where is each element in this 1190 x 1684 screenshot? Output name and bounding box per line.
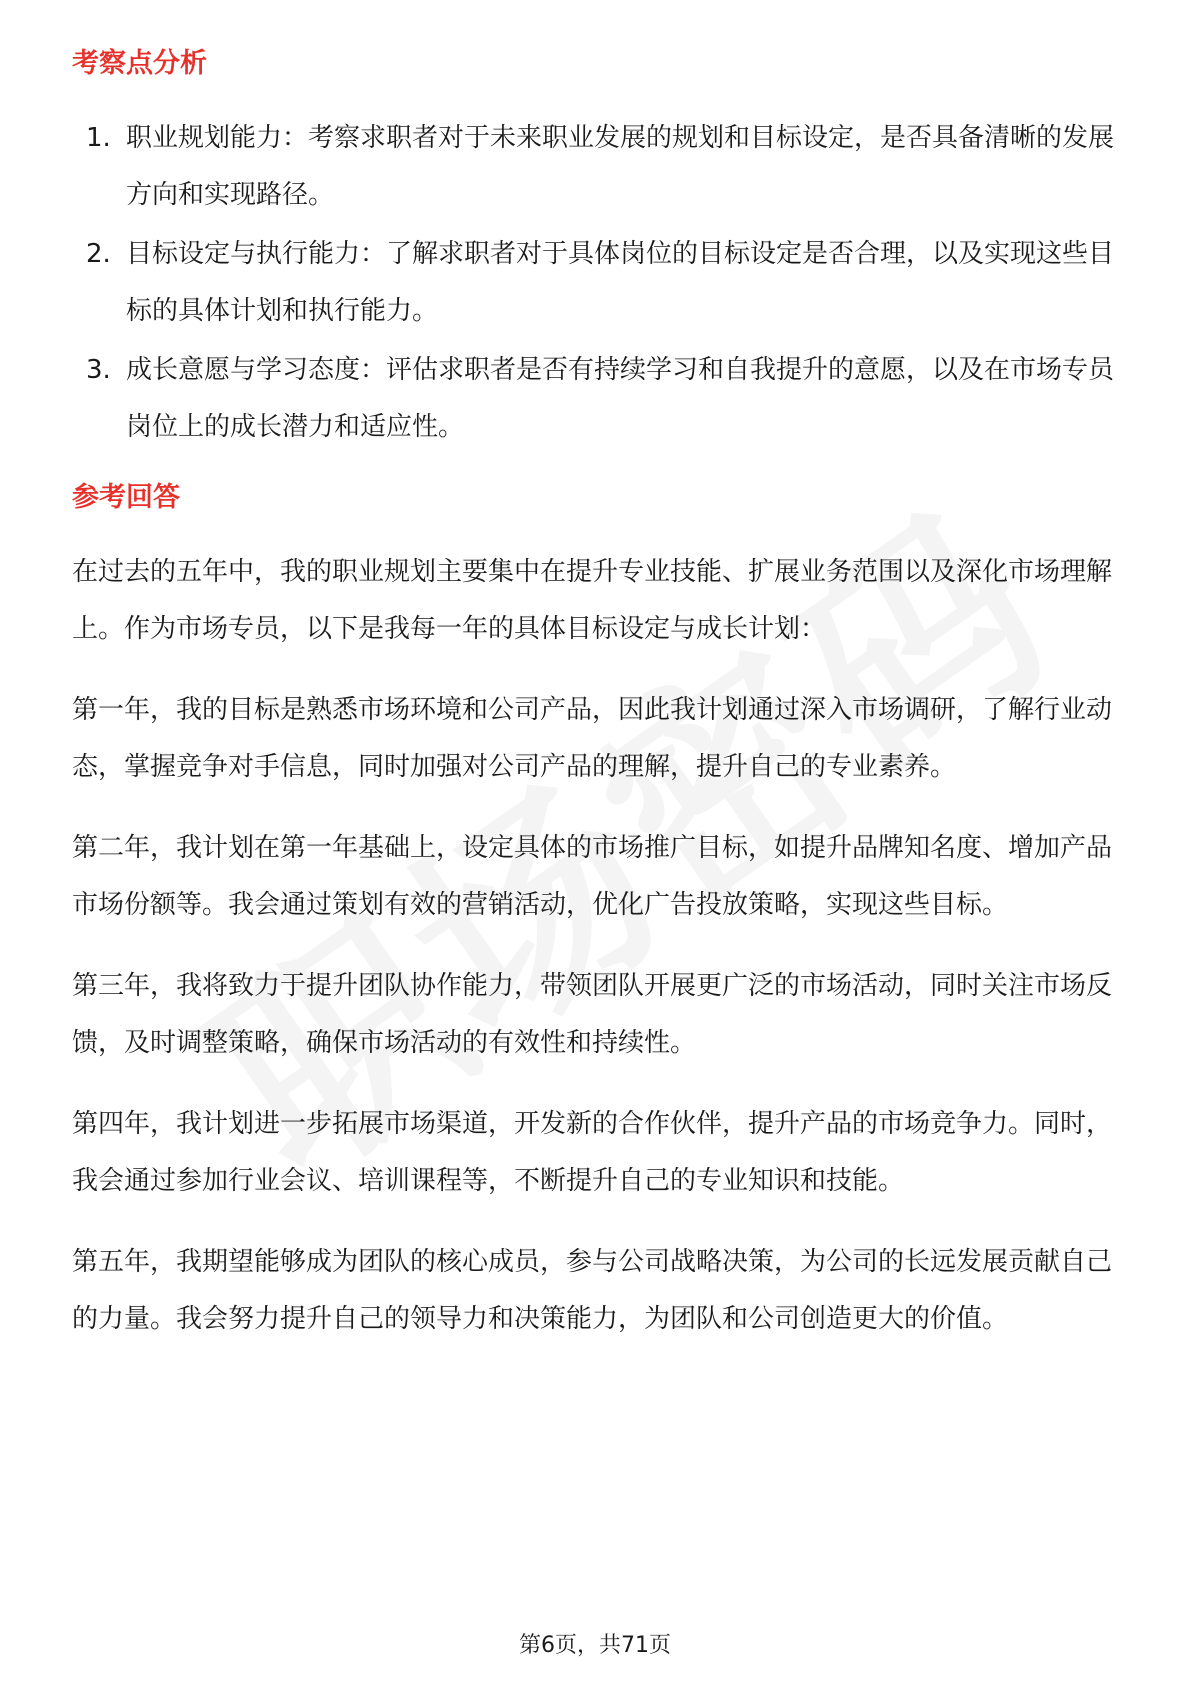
answer-paragraph-year-4: 第四年，我计划进一步拓展市场渠道，开发新的合作伙伴，提升产品的市场竞争力。同时，我会通过参加行业会议、培训课程等，不断提升自己的专业知识和技能。 [72,1109,1113,1196]
list-item [72,226,1122,340]
document-content [72,44,1122,1348]
list-item-number: 3. [86,355,111,385]
list-item-number: 2. [86,239,111,269]
analysis-heading: 考察点分析 [72,48,207,79]
page-number: 第6页，共71页 [519,1633,671,1658]
answer-paragraph-year-2: 第二年，我计划在第一年基础上，设定具体的市场推广目标，如提升品牌知名度、增加产品市场份额等。我会通过策划有效的营销活动，优化广告投放策略，实现这些目标。 [72,833,1113,920]
list-item [72,110,1122,224]
analysis-list [72,110,1122,456]
answer-paragraph-intro: 在过去的五年中，我的职业规划主要集中在提升专业技能、扩展业务范围以及深化市场理解上。作为市场专员，以下是我每一年的具体目标设定与成长计划： [72,557,1113,644]
answer-paragraph-year-5: 第五年，我期望能够成为团队的核心成员，参与公司战略决策，为公司的长远发展贡献自己的力量。我会努力提升自己的领导力和决策能力，为团队和公司创造更大的价值。 [72,1247,1113,1334]
list-item-text: 目标设定与执行能力：了解求职者对于具体岗位的目标设定是否合理，以及实现这些目标的具体计划和执行能力。 [126,239,1115,326]
answer-heading: 参考回答 [72,482,180,513]
list-item-text: 职业规划能力：考察求职者对于未来职业发展的规划和目标设定，是否具备清晰的发展方向和实现路径。 [126,123,1115,210]
list-item-number: 1. [86,123,111,153]
list-item-text: 成长意愿与学习态度：评估求职者是否有持续学习和自我提升的意愿，以及在市场专员岗位上的成长潜力和适应性。 [126,355,1115,442]
list-item [72,342,1122,456]
answer-paragraph-year-1: 第一年，我的目标是熟悉市场环境和公司产品，因此我计划通过深入市场调研，了解行业动态，掌握竞争对手信息，同时加强对公司产品的理解，提升自己的专业素养。 [72,695,1113,782]
answer-paragraph-year-3: 第三年，我将致力于提升团队协作能力，带领团队开展更广泛的市场活动，同时关注市场反馈，及时调整策略，确保市场活动的有效性和持续性。 [72,971,1113,1058]
